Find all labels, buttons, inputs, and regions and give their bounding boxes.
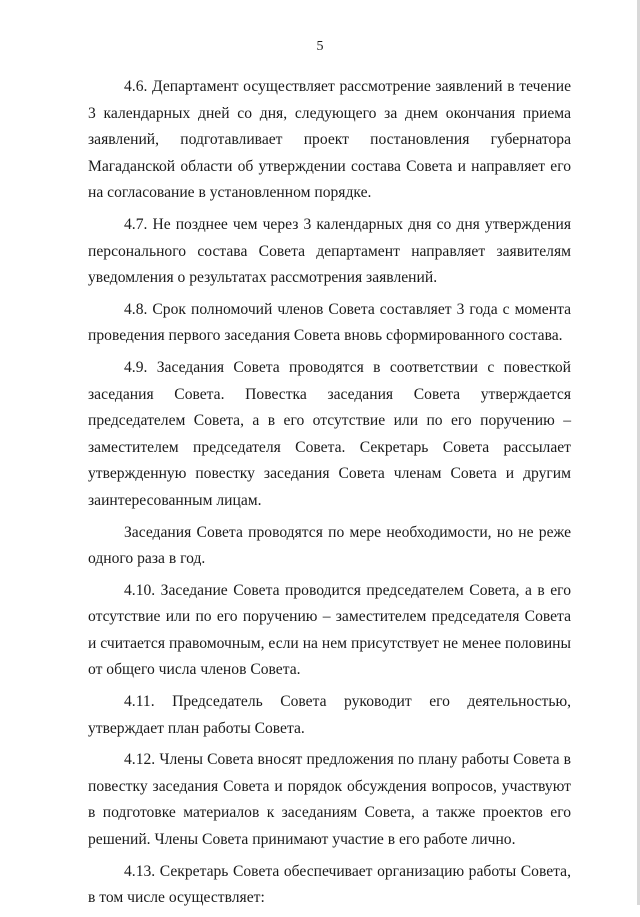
paragraph-4-10: 4.10. Заседание Совета проводится председателем Совета, а в его отсутствие или по его поручению – заместителем председателя Совета и считается правомочным, если на нем присутствует не менее половины от общего числа членов Совета. <box>88 581 571 679</box>
paragraph-4-12: 4.12. Члены Совета вносят предложения по плану работы Совета в повестку заседания Совета и порядок обсуждения вопросов, участвуют в подготовке материалов к заседаниям Совета, а также проектов его решений. Члены Совета принимают участие в его работе лично. <box>88 751 571 849</box>
paragraph-4-9-continued: Заседания Совета проводятся по мере необходимости, но не реже одного раза в год. <box>88 523 571 568</box>
paragraph-4-9: 4.9. Заседания Совета проводятся в соответствии с повесткой заседания Совета. Повестка заседания Совета утверждается председателем Совета, а в его отсутствие или по его поручению – заместителем председателя Совета. Секретарь Совета рассылает утвержденную повестку заседания Совета членам Совета и другим заинтересованным лицам. <box>88 358 571 509</box>
paragraph-4-8: 4.8. Срок полномочий членов Совета составляет 3 года с момента проведения первого заседания Совета вновь сформированного состава. <box>88 300 571 345</box>
document-body <box>88 74 571 917</box>
paragraph-4-6: 4.6. Департамент осуществляет рассмотрение заявлений в течение 3 календарных дней со дня, следующего за днем окончания приема заявлений, подготавливает проект постановления губернатора Магаданской области об утверждении состава Совета и направляет его на согласование в установленном порядке. <box>88 78 571 202</box>
paragraph-4-7: 4.7. Не позднее чем через 3 календарных дня со дня утверждения персонального состава Совета департамент направляет заявителям уведомления о результатах рассмотрения заявлений. <box>88 215 571 287</box>
paragraph-4-13: 4.13. Секретарь Совета обеспечивает организацию работы Совета, в том числе осуществляет: <box>88 862 571 907</box>
paragraph-4-11: 4.11. Председатель Совета руководит его деятельностью, утверждает план работы Совета. <box>88 693 571 737</box>
page-number: 5 <box>316 39 324 54</box>
